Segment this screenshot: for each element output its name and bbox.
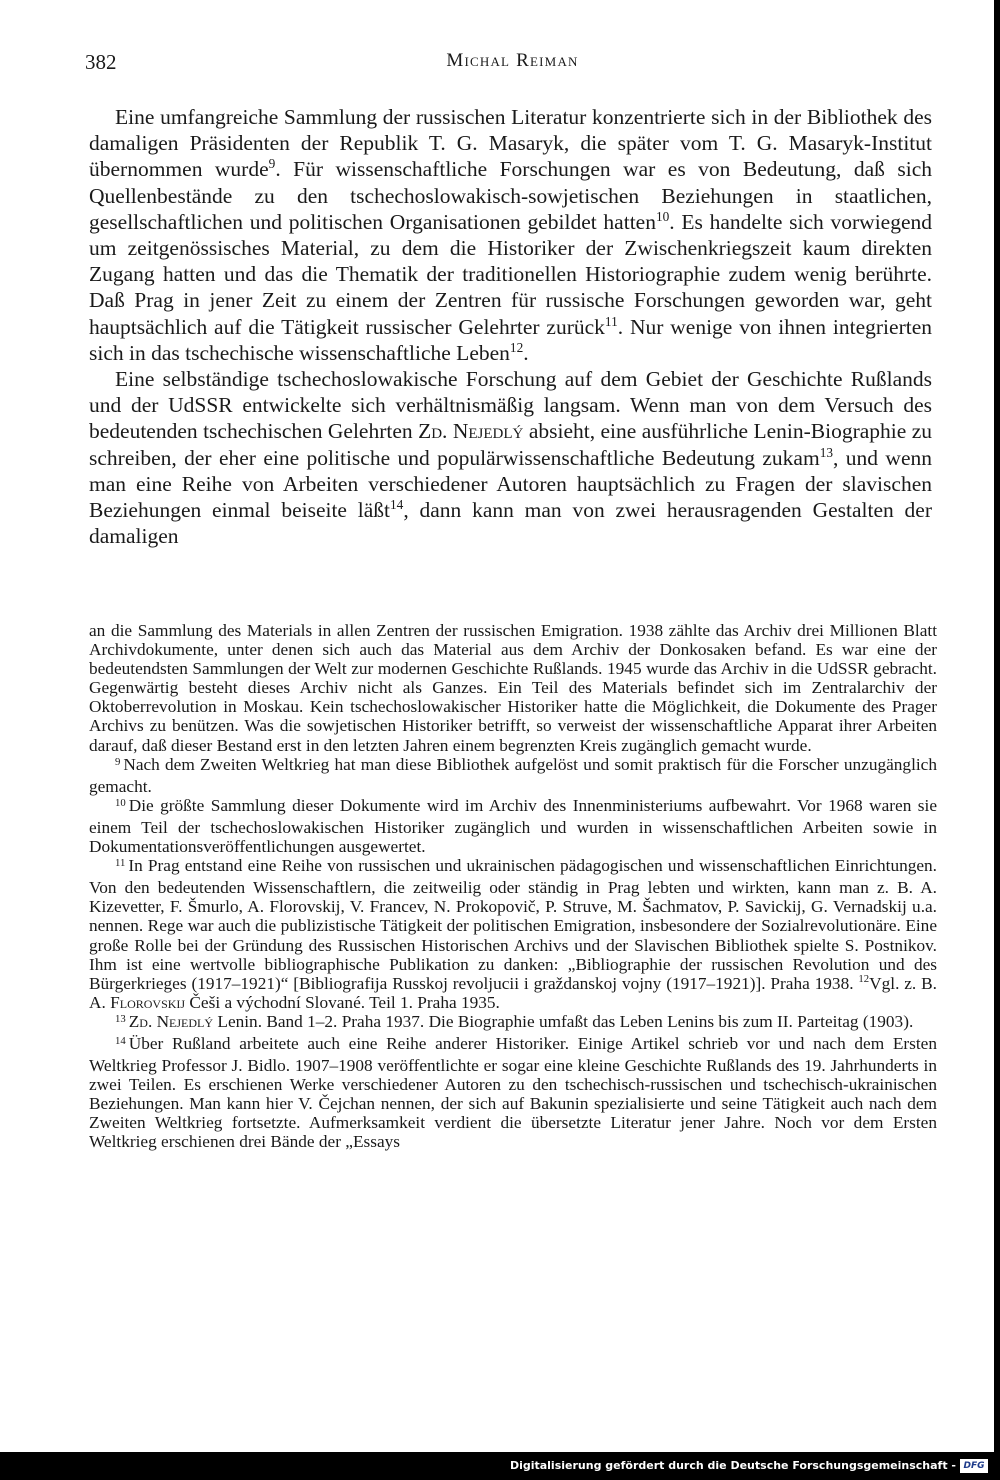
text-run: Über Rußland arbeitete auch eine Reihe anderer Historiker. Einige Artikel schrieb vor und nach dem Ersten Weltkrieg Professor J. Bidlo. 1907–1908 veröffentlichte er sogar eine kleine Geschichte Rußlands des 19. Jahrhunderts in zwei Teilen. Es erschienen Werke verschiedener Autoren zu den tschechisch-russischen und tschechisch-ukrainischen Beziehungen. Man kann hier V. Čejchan nennen, der sich auf Bakunin spezialisierte und seine Tätigkeit auch nach dem Zweiten Weltkrieg fortsetzte. Aufmerksamkeit verdient die übersetzte Literatur jener Jahre. Noch vor dem Ersten Weltkrieg erschienen drei Bände der „Essays <box>89 1033 937 1152</box>
text-run: an die Sammlung des Materials in allen Zentren der russischen Emigration. 1938 zählte das Archiv drei Millionen Blatt Archivdokumente, unter denen sich auch das Material aus dem Archiv der Donkosaken befand. Es war eine der bedeutendsten Sammlungen der Welt zur modernen Geschichte Rußlands. 1945 wurde das Archiv in die UdSSR gebracht. Gegenwärtig besteht dieses Archiv nicht als Ganzes. Ein Teil des Materials befindet sich im Zentralarchiv der Oktoberrevolution in Moskau. Kein tschechoslowakischer Historiker hatte die Möglichkeit, die Dokumente des Prager Archivs zu benützen. Was die sowjetischen Historiker betrifft, so verweist der wissenschaftliche Apparat ihrer Arbeiten darauf, daß dieser Bestand erst in den letzten Jahren einem begrenzten Kreis zugänglich gemacht wurde. <box>89 621 937 755</box>
footnote-continuation <box>89 621 937 755</box>
footnote-reference: 12 <box>509 339 524 355</box>
footnote-10 <box>89 796 937 856</box>
footnote-marker: 9 <box>115 755 121 768</box>
text-run: Nach dem Zweiten Weltkrieg hat man diese Bibliothek aufgelöst und somit praktisch für die Forscher unzugänglich gemacht. <box>89 754 937 796</box>
footnote-14 <box>89 1034 937 1152</box>
body-text <box>89 104 932 549</box>
text-run: Češi a východní Slované. Teil 1. Praha 1935. <box>185 992 500 1012</box>
footnote-9 <box>89 755 937 796</box>
funding-credit: Digitalisierung gefördert durch die Deutsche Forschungsgemeinschaft - <box>509 1459 956 1472</box>
text-run: . Nur wenige von ihnen integrierten sich in das tschechische wissenschaftliche Leben <box>89 314 933 365</box>
text-run: Eine selbständige tschechoslowakische Forschung auf dem Gebiet der Geschichte Rußlands und der UdSSR entwickelte sich verhältnismäßig langsam. Wenn man von dem Versuch des bedeutenden tschechischen Gelehrten <box>89 367 932 444</box>
text-run: Vgl. z. B. A. <box>89 973 937 1012</box>
text-run: Eine umfangreiche Sammlung der russischen Literatur konzentrierte sich in der Bibliothek des damaligen Präsidenten der Republik T. G. Masaryk, die später vom T. G. Masaryk-Institut übernommen wurde <box>89 105 932 182</box>
text-run: Die größte Sammlung dieser Dokumente wird im Archiv des Innenministeriums aufbewahrt. Vor 1968 waren sie einem Teil der tschechoslowakischen Historiker zugänglich und wurden in wissenschaftlichen Arbeiten sowie in Dokumentationsveröffentlichungen ausgewertet. <box>89 795 937 857</box>
text-run: , dann kann man von zwei herausragenden Gestalten der damaligen <box>89 498 932 549</box>
footnote-11-12 <box>89 856 937 1012</box>
text-run: In Prag entstand eine Reihe von russischen und ukrainischen pädagogischen und wissenschaftlichen Einrichtungen. Von den bedeutenden Wissenschaftlern, die zeitweilig oder ständig in Prag lebten und wirkten, kann man z. B. A. Kizevetter, F. Šmurlo, A. Florovskij, V. Francev, N. Prokopovič, P. Struve, M. Šachmatov, P. Savickij, G. Vernadskij u.a. nennen. Rege war auch die publizistische Tätigkeit der politischen Emigration, insbesondere der Sozialrevolutionäre. Eine große Rolle bei der Gründung des Russischen Historischen Archivs und der Slavischen Bibliothek spielte S. Postnikov. Ihm ist eine wertvolle bibliographische Publikation zu danken: „Bibliographie der russischen Revolution und des Bürgerkrieges (1917–1921)“ [Bibliografija Russkoj revoljucii i graždanskoj vojny (1917–1921)]. Praha 1938. <box>89 856 937 993</box>
body-paragraph <box>89 366 932 549</box>
text-run: . <box>523 340 529 365</box>
author-name: Zd. Nejedlý <box>128 1011 214 1031</box>
author-name: Florovskij <box>110 992 186 1012</box>
footnote-marker: 11 <box>115 857 126 870</box>
page-number: 382 <box>85 50 117 74</box>
footnote-marker: 13 <box>115 1013 126 1026</box>
body-paragraph <box>89 104 932 366</box>
footnote-reference: 14 <box>390 496 404 512</box>
footnote-marker: 10 <box>115 797 126 810</box>
footnote-reference: 11 <box>604 313 618 329</box>
running-head: Michal Reiman <box>446 50 579 71</box>
text-run: absieht, eine ausführliche Lenin-Biographie zu schreiben, der eher eine politische und populärwissenschaftliche Bedeutung zukam <box>89 419 933 470</box>
footnote-marker: 14 <box>115 1035 126 1048</box>
text-run: . Es handelte sich vorwiegend um zeitgenössisches Material, zu dem die Historiker der Zwischenkriegszeit kaum direkten Zugang hatten und das die Thematik der traditionellen Historiographie zudem wenig berührte. Daß Prag in jener Zeit zu einem der Zentren für russische Forschungen geworden war, geht hauptsächlich auf die Tätigkeit russischer Gelehrter zurück <box>89 209 932 339</box>
footnote-reference: 13 <box>819 444 834 460</box>
footnote-reference: 9 <box>268 156 276 172</box>
text-run: Lenin. Band 1–2. Praha 1937. Die Biographie umfaßt das Leben Lenins bis zum II. Parteitag (1903). <box>213 1011 914 1031</box>
footnote-reference: 10 <box>655 208 670 224</box>
footnote-13 <box>89 1012 937 1034</box>
dfg-logo-icon: DFG <box>960 1459 988 1473</box>
text-run: , und wenn man eine Reihe von Arbeiten verschiedener Autoren hauptsächlich zu Fragen der slavischen Beziehungen einmal beiseite läßt <box>89 445 932 523</box>
footnotes <box>89 621 937 1152</box>
footnote-reference: 12 <box>858 972 870 985</box>
digitization-footer <box>0 1452 1000 1480</box>
page-header <box>85 50 940 80</box>
author-name: Zd. Nejedlý <box>418 419 524 444</box>
text-run: . Für wissenschaftliche Forschungen war es von Bedeutung, daß sich Quellenbestände zu den tschechoslowakisch-sowjetischen Beziehungen in staatlichen, gesellschaftlichen und politischen Organisationen gebildet hatten <box>89 157 933 234</box>
